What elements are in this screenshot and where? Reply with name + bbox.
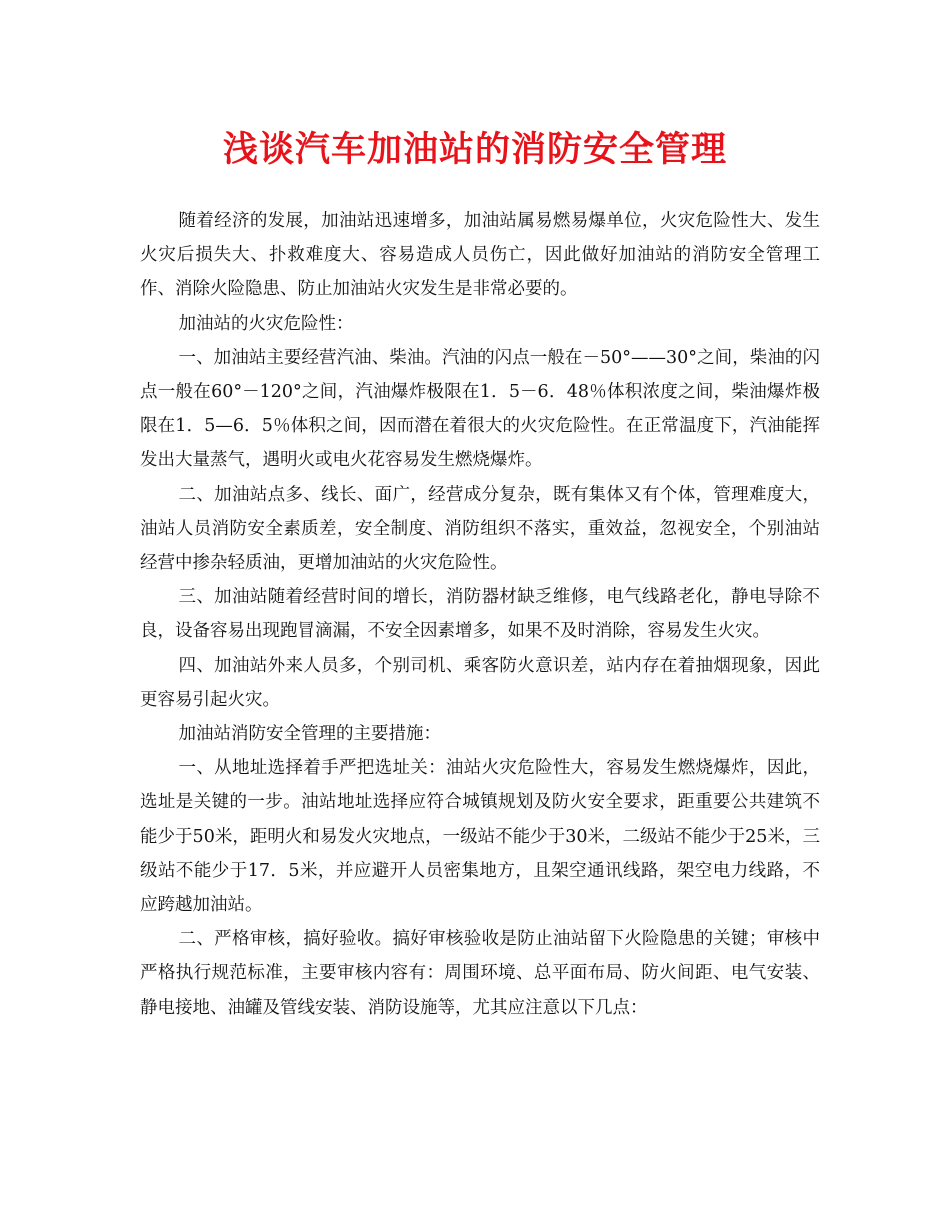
document-body	[140, 204, 820, 1025]
paragraph-hazard-4: 四、加油站外来人员多，个别司机、乘客防火意识差，站内存在着抽烟现象，因此更容易引起火灾。	[140, 655, 820, 710]
paragraph-measure-2: 二、严格审核，搞好验收。搞好审核验收是防止油站留下火险隐患的关键；审核中严格执行规范标准，主要审核内容有：周围环境、总平面布局、防火间距、电气安装、静电接地、油罐及管线安装、消防设施等，尤其应注意以下几点：	[140, 929, 820, 1018]
paragraph-hazard-heading: 加油站的火灾危险性：	[178, 313, 354, 334]
page-title: 浅谈汽车加油站的消防安全管理	[222, 129, 727, 170]
paragraph-hazard-2: 二、加油站点多、线长、面广，经营成分复杂，既有集体又有个体，管理难度大，油站人员消防安全素质差，安全制度、消防组织不落实，重效益，忽视安全，个别油站经营中掺杂轻质油，更增加油站的火灾危险性。	[140, 484, 820, 574]
paragraph-intro: 随着经济的发展，加油站迅速增多，加油站属易燃易爆单位，火灾危险性大、发生火灾后损失大、扑救难度大、容易造成人员伤亡，因此做好加油站的消防安全管理工作、消除火险隐患、防止加油站火灾发生是非常必要的。	[140, 211, 820, 300]
paragraph-measure-1: 一、从地址选择着手严把选址关：油站火灾危险性大，容易发生燃烧爆炸，因此，选址是关键的一步。油站地址选择应符合城镇规划及防火安全要求，距重要公共建筑不能少于50米，距明火和易发火灾地点，一级站不能少于30米，二级站不能少于25米，三级站不能少于17．5米，并应避开人员密集地方，且架空通讯线路，架空电力线路，不应跨越加油站。	[140, 758, 820, 916]
paragraph-hazard-3: 三、加油站随着经营时间的增长，消防器材缺乏维修，电气线路老化，静电导除不良，设备容易出现跑冒滴漏，不安全因素增多，如果不及时消除，容易发生火灾。	[140, 587, 820, 642]
paragraph-hazard-1: 一、加油站主要经营汽油、柴油。汽油的闪点一般在－50°——30°之间，柴油的闪点一般在60°－120°之间，汽油爆炸极限在1．5－6．48％体积浓度之间，柴油爆炸极限在1．5—6．5％体积之间，因而潜在着很大的火灾危险性。在正常温度下，汽油能挥发出大量蒸气，遇明火或电火花容易发生燃烧爆炸。	[140, 347, 820, 471]
paragraph-measures-heading: 加油站消防安全管理的主要措施：	[178, 724, 441, 745]
